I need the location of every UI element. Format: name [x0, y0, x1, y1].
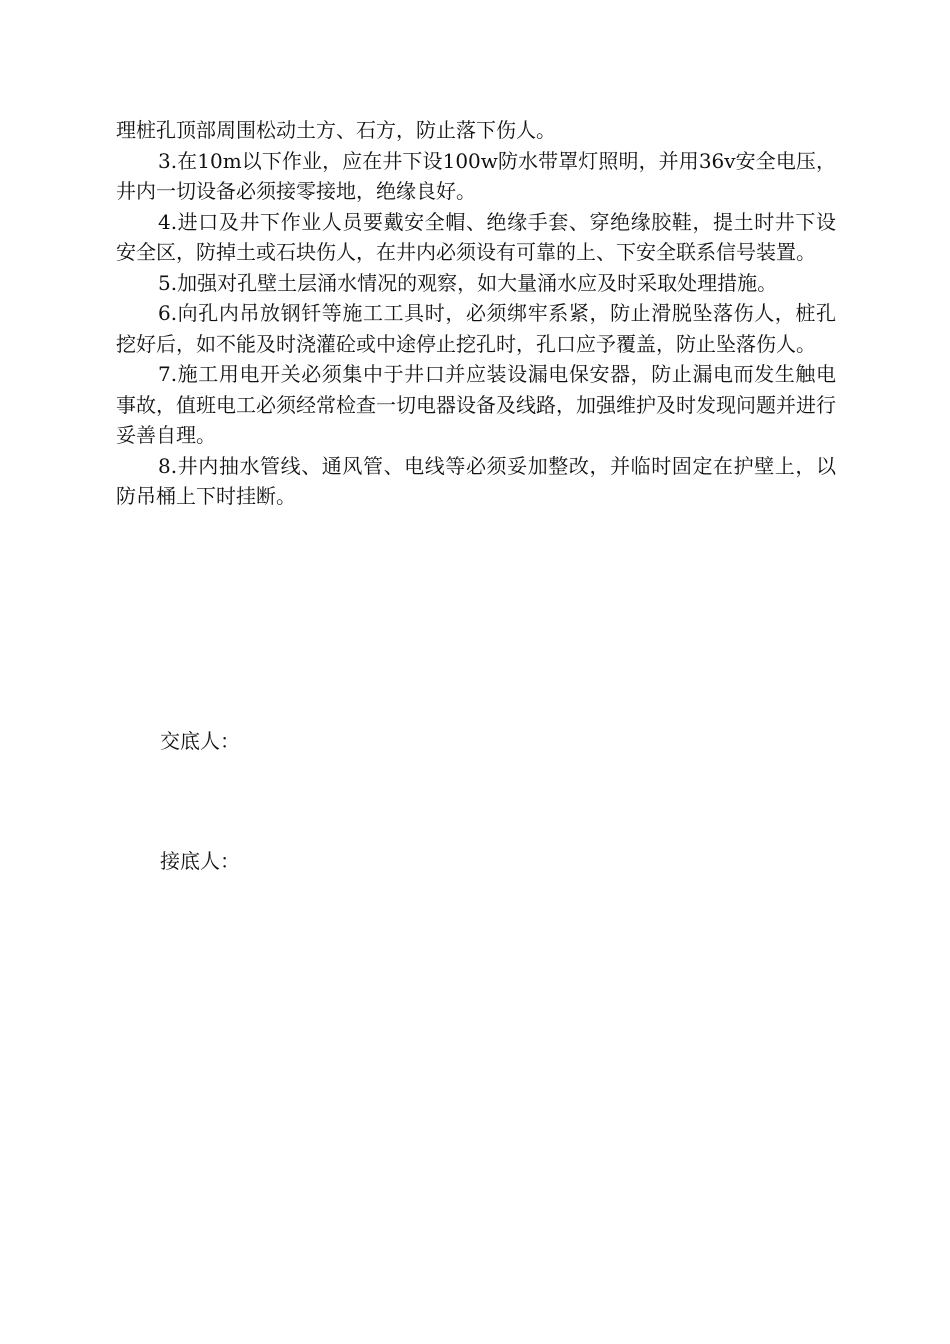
- delivered-by-label: 交底人：: [160, 729, 240, 753]
- received-by-label: 接底人：: [160, 849, 240, 873]
- paragraph-item-5: 5.加强对孔壁土层涌水情况的观察，如大量涌水应及时采取处理措施。: [158, 270, 778, 295]
- paragraph-item-8: 8.井内抽水管线、通风管、电线等必须妥加整改，并临时固定在护壁上，以防吊桶上下时挂断。: [116, 453, 836, 508]
- paragraph-item-4: 4.进口及井下作业人员要戴安全帽、绝缘手套、穿绝缘胶鞋，提土时井下设安全区，防掉土或石块伤人，在井内必须设有可靠的上、下安全联系信号装置。: [116, 209, 836, 264]
- paragraph-item-6: 6.向孔内吊放钢钎等施工工具时，必须绑牢系紧，防止滑脱坠落伤人，桩孔挖好后，如不能及时浇灌砼或中途停止挖孔时，孔口应予覆盖，防止坠落伤人。: [116, 301, 836, 356]
- paragraph-continuation: 理桩孔顶部周围松动土方、石方，防止落下伤人。: [116, 118, 556, 142]
- document-body: [116, 115, 836, 512]
- paragraph-item-7: 7.施工用电开关必须集中于井口并应装设漏电保安器，防止漏电而发生触电事故，值班电工必须经常检查一切电器设备及线路，加强维护及时发现问题并进行妥善自理。: [116, 362, 836, 447]
- paragraph-item-3: 3.在10m以下作业，应在井下设100w防水带罩灯照明，并用36v安全电压，井内一切设备必须接零接地，绝缘良好。: [116, 148, 836, 203]
